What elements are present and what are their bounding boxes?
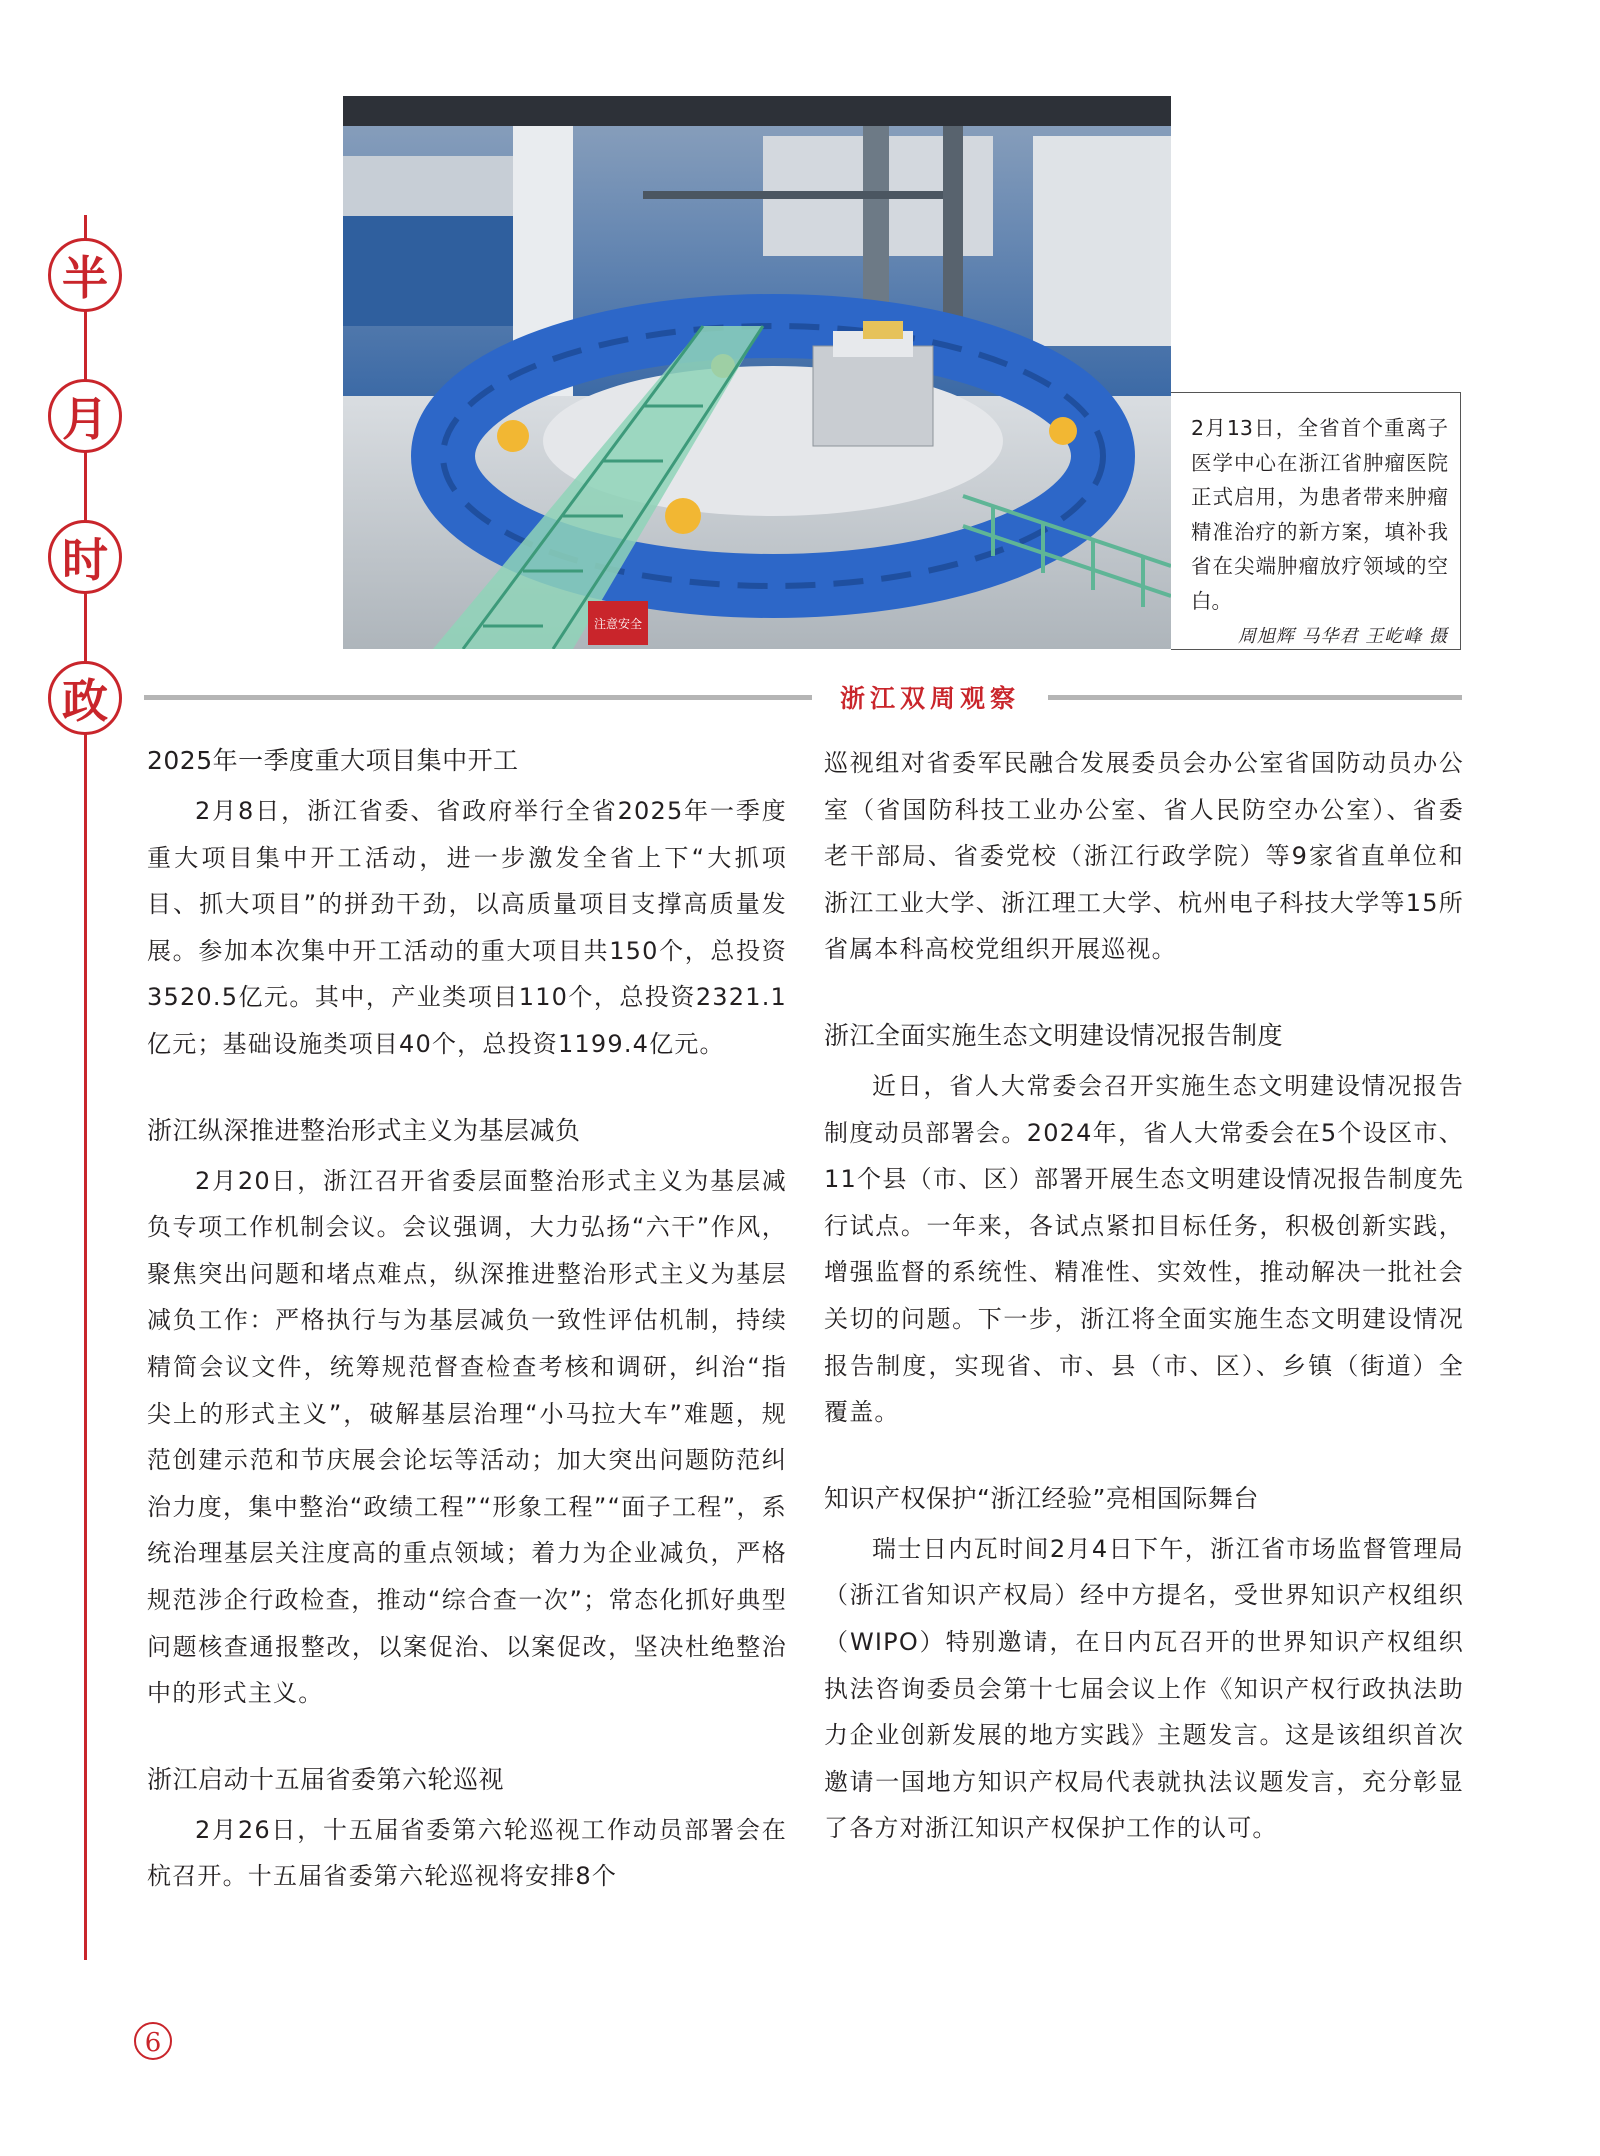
article bbox=[147, 740, 787, 1068]
article bbox=[147, 1759, 787, 1900]
masthead-char: 月 bbox=[48, 379, 122, 453]
article-title: 2025年一季度重大项目集中开工 bbox=[147, 746, 519, 775]
article-body: 2月20日，浙江召开省委层面整治形式主义为基层减负专项工作机制会议。会议强调，大力弘扬“六干”作风，聚焦突出问题和堵点难点，纵深推进整治形式主义为基层减负工作：严格执行与为基层减负一致性评估机制，持续精简会议文件，统筹规范督查检查考核和调研，纠治“指尖上的形式主义”，破解基层治理“小马拉大车”难题，规范创建示范和节庆展会论坛等活动；加大突出问题防范纠治力度，集中整治“政绩工程”“形象工程”“面子工程”，系统治理基层关注度高的重点领域；着力为企业减负，严格规范涉企行政检查，推动“综合查一次”；常态化抓好典型问题核查通报整改，以案促治、以案促改，坚决杜绝整治中的形式主义。 bbox=[147, 1166, 787, 1708]
news-photo-illustration bbox=[343, 96, 1171, 649]
masthead-char: 半 bbox=[48, 238, 122, 312]
article-body: 巡视组对省委军民融合发展委员会办公室省国防动员办公室（省国防科技工业办公室、省人民防空办公室）、省委老干部局、省委党校（浙江行政学院）等9家省直单位和浙江工业大学、浙江理工大学、杭州电子科技大学等15所省属本科高校党组织开展巡视。 bbox=[824, 749, 1464, 964]
article-title: 浙江启动十五届省委第六轮巡视 bbox=[147, 1764, 505, 1794]
article bbox=[824, 1478, 1464, 1852]
caption-text: 2月13日，全省首个重离子医学中心在浙江省肿瘤医院正式启用，为患者带来肿瘤精准治疗的新方案，填补我省在尖端肿瘤放疗领域的空白。 bbox=[1191, 416, 1448, 613]
photo-caption bbox=[1171, 392, 1461, 650]
article-body: 2月8日，浙江省委、省政府举行全省2025年一季度重大项目集中开工活动，进一步激发全省上下“大抓项目、抓大项目”的拼劲干劲，以高质量项目支撑高质量发展。参加本次集中开工活动的重大项目共150个，总投资3520.5亿元。其中，产业类项目110个，总投资2321.1亿元；基础设施类项目40个，总投资1199.4亿元。 bbox=[147, 797, 787, 1058]
article-title: 浙江纵深推进整治形式主义为基层减负 bbox=[147, 1115, 581, 1145]
caption-credit: 周旭辉 马华君 王屹峰 摄 bbox=[1237, 626, 1448, 647]
section-header bbox=[144, 684, 1462, 713]
article-title: 知识产权保护“浙江经验”亮相国际舞台 bbox=[824, 1483, 1259, 1513]
page-number: 6 bbox=[134, 2022, 172, 2060]
section-title: 浙江双周观察 bbox=[812, 681, 1048, 717]
news-photo bbox=[343, 96, 1171, 649]
photo-sign: 注意安全 bbox=[593, 617, 643, 631]
column-right bbox=[824, 740, 1464, 1894]
article-title: 浙江全面实施生态文明建设情况报告制度 bbox=[824, 1020, 1284, 1050]
masthead-char: 时 bbox=[48, 520, 122, 594]
article-body: 近日，省人大常委会召开实施生态文明建设情况报告制度动员部署会。2024年，省人大常委会在5个设区市、11个县（市、区）部署开展生态文明建设情况报告制度先行试点。一年来，各试点紧扣目标任务，积极创新实践，增强监督的系统性、精准性、实效性，推动解决一批社会关切的问题。下一步，浙江将全面实施生态文明建设情况报告制度，实现省、市、县（市、区）、乡镇（街道）全覆盖。 bbox=[824, 1071, 1464, 1427]
article-body: 2月26日，十五届省委第六轮巡视工作动员部署会在杭召开。十五届省委第六轮巡视将安排8个 bbox=[147, 1815, 787, 1891]
column-left bbox=[147, 740, 787, 1942]
column-masthead bbox=[48, 238, 122, 802]
article-continued bbox=[824, 740, 1464, 973]
article bbox=[147, 1110, 787, 1717]
section-rule bbox=[144, 695, 1462, 700]
masthead-char: 政 bbox=[48, 661, 122, 735]
article bbox=[824, 1015, 1464, 1436]
article-body: 瑞士日内瓦时间2月4日下午，浙江省市场监督管理局（浙江省知识产权局）经中方提名，受世界知识产权组织（WIPO）特别邀请，在日内瓦召开的世界知识产权组织执法咨询委员会第十七届会议上作《知识产权行政执法助力企业创新发展的地方实践》主题发言。这是该组织首次邀请一国地方知识产权局代表就执法议题发言，充分彰显了各方对浙江知识产权保护工作的认可。 bbox=[824, 1534, 1464, 1843]
